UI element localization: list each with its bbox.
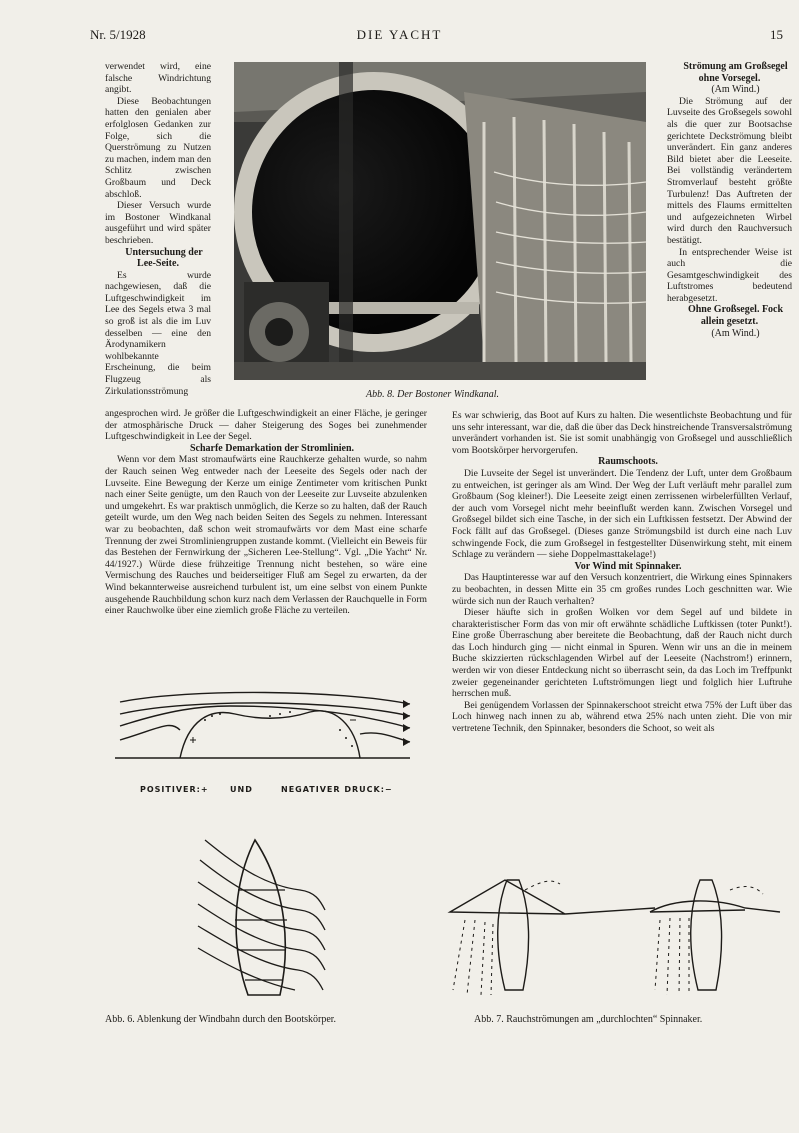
section-heading: Untersuchung der Lee-Seite. [125,246,203,270]
section-subheading: (Am Wind.) [711,84,760,96]
wind-tunnel-illustration [234,62,646,380]
paragraph: Das Hauptinteresse war auf den Versuch konzentriert, die Wirkung eines Spinnakers zu beobachten, in dessen Mitte ein 35 cm großes rundes Loch geschnitten war. Wie würde sich nun der Rauch verhalten? [452,572,792,607]
paragraph: Bei genügendem Vorlassen der Spinnakerschoot streicht etwa 75% der Luft über das Loch hinweg nach innen zu ab, während etwa 25% nach unten zieht. Die von mir vertretene Technik, den Spinnaker, besonders die Schoot, so weit als [452,699,792,735]
spinnaker-smoke-sketches [445,870,785,1000]
positive-pressure-label: POSITIVER:+ [140,785,209,794]
paragraph: Wenn vor dem Mast stromaufwärts eine Rauchkerze gehalten wurde, so nahm der Rauch seinen Weg entweder nach der Leeseite des Segels oder nach der Luvseite. Eine Bewegung der Kerze um einige Zentimeter vom kritischen Punkt nach einer Seite genügte, um den Rauch von der Leeseite zur Luvseite abzulenken und umgekehrt. Es war praktisch unmöglich, die Kerze so zu halten, daß der Rauch geteilt wurde, um den Weg nach beiden Seiten des Segels zu nehmen. Interessant war zu beobachten, daß schon weit stromaufwärts vor dem Mast eine scharfe Trennung der zwei Stromliniengruppen zustande kommt. (Vielleicht ein Beweis für das Bestehen der Fernwirkung der „Sicheren Lee-Stellung“. Vgl. „Die Yacht“ Nr. 44/1927.) Würde diese frühzeitige Trennung nicht bestehen, so wäre eine Vermischung des Rauches und beiderseitiger Fluß am Segel zu erwarten, da der Wind bekannterweise ausreichend turbulent ist, um eine selbst von einem Punkte ausgehende Rauchbildung schon kurz nach dem Verlassen der Rauchquelle in Form einer Rauchwolke über eine ziemlich große Fläche zu verteilen. [105,454,427,617]
page-number: 15 [770,27,783,42]
section-heading: Vor Wind mit Spinnaker. [574,560,682,572]
section-heading: Strömung am Großsegel ohne Vorsegel. [683,61,788,84]
figure-6-caption: Abb. 6. Ablenkung der Windbahn durch den Bootskörper. [105,1014,337,1025]
pressure-flow-sketch [110,690,420,770]
negative-pressure-label: NEGATIVER DRUCK:− [281,785,393,794]
paragraph: Diese Beobachtungen hatten den genialen aber erfolglosen Gedanken zur Folge, sich die Querströmung zu Nutzen zu machen, indem man den Schlitz zwischen Großbaum und Deck abschloß. [105,95,211,200]
paragraph: Die Strömung auf der Luvseite des Großsegels sowohl als die quer zur Bootsachse gerichtete Deckströmung bleibt unverändert. Ein ganz anderes Bild bietet aber die Leeseite. Bei vollständig verändertem Stromverlauf besteht größte Turbulenz! Das Auftreten der mittels des Flaums ermittelten und aufgezeichneten Wirbel wird durch den Rauchversuch bestätigt. [667,95,792,246]
paragraph: Dieser Versuch wurde im Bostoner Windkanal ausgeführt und wird später beschrieben. [105,200,211,246]
paragraph: Die Luvseite der Segel ist unverändert. Die Tendenz der Luft, unter dem Großbaum zu entweichen, ist geringer als am Wind. Der Weg der Luft verläuft mehr parallel zum Großbaum (Sog kleiner!). Die Leeseite zeigt einen zerrissenen wirbelerfüllten Verlauf, der auch vom Vorsegel nicht mehr beeinflußt werden kann. Zwischen Vorsegel und Großsegel bildet sich eine Tasche, in der sich ein Luftkissen festsetzt. Der Abwind der Fock fällt auf das Großsegel. (Dieses ganze Strömungsbild ist durch eine nach Luv schwingende Fock, die zum Großsegel in festgestellter Düsenwirkung steht, mit einem Schlage zu verändern — siehe Doppelmasttakelage!) [452,467,792,561]
left-column-text [105,61,211,397]
magazine-title: DIE YACHT [356,27,443,42]
figure-8-caption: Abb. 8. Der Bostoner Windkanal. [366,389,500,400]
issue-number: Nr. 5/1928 [90,27,146,42]
paragraph: Es wurde nachgewiesen, daß die Luftgeschwindigkeit im Lee des Segels etwa 3 mal so groß ist als die im Luv desselben — eine den Ärodynamikern wohlbekannte Erscheinung, die beim Flugzeug als Zirkulationsströmung [105,269,211,397]
und-label: UND [230,785,253,794]
section-heading: Scharfe Demarkation der Stromlinien. [189,442,355,454]
paragraph: In entsprechender Weise ist auch die Gesamtgeschwindigkeit des Luftstromes bedeutend herabgesetzt. [667,246,792,304]
right-lower-text [452,410,792,735]
section-subheading: (Am Wind.) [711,327,760,339]
right-column-text [667,61,792,339]
wind-tunnel-photo [234,62,646,380]
hull-wind-sketch [190,830,330,1010]
paragraph: Es war schwierig, das Boot auf Kurs zu halten. Die wesentlichste Beobachtung und für uns sehr interessant, war die, daß die über das Deck hinstreichende Transversalströmung unverändert vorhanden ist. Sie ist somit unabhängig von Großsegel und ausschließlich vom Bootskörper hervorgerufen. [452,410,792,456]
paragraph: verwendet wird, eine falsche Windrichtung angibt. [105,61,211,96]
section-heading: Ohne Großsegel. Fock allein gesetzt. [687,304,784,328]
figure-7-caption: Abb. 7. Rauchströmungen am „durchlochten“ Spinnaker. [474,1014,703,1025]
paragraph: Dieser häufte sich in großen Wolken vor dem Segel auf und bildete in charakteristischer Form das von mir oft erwähnte schädliche Luftkissen (toter Punkt!). Eine große Überraschung aber bereitete die Beobachtung, daß der Rauch nicht durch das Loch hindurch ging — nicht einmal in Spuren. Wenn wir uns an die in meinem Buche skizzierten rückschlagenden Wirbel auf der Leeseite (Nachstrom!) erinnern, werden wir von dieser Entdeckung nicht so überrascht sein, da das Loch im Treffpunkt zweier gegeneinander gerichteten Luftströmungen liegt und folglich hier Luftruhe herrschen muß. [452,607,792,700]
section-heading: Raumschoots. [598,456,658,468]
paragraph: angesprochen wird. Je größer die Luftgeschwindigkeit an einer Fläche, je geringer der atmosphärische Druck — daher Steigerung des Soges bei zunehmender Luftgeschwindigkeit in Lee der Segel. [105,408,427,443]
left-lower-text [105,408,427,617]
